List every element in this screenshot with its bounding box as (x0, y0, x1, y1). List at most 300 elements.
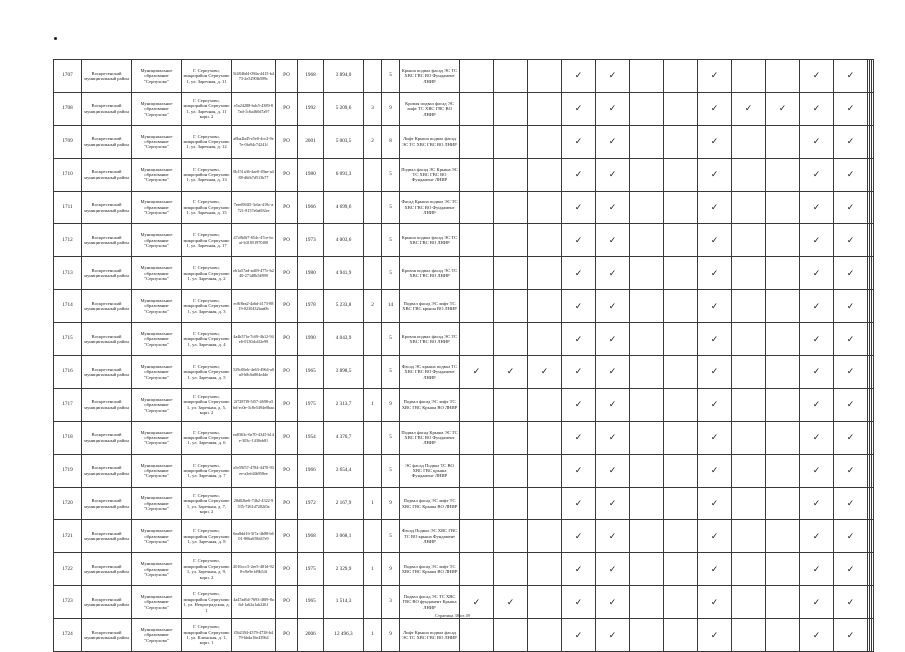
check-mark-icon: ✓ (710, 498, 719, 509)
cell-form: РО (276, 92, 298, 125)
table-row (54, 553, 874, 586)
cell-mark-6 (664, 421, 698, 454)
cell-form: РО (276, 421, 298, 454)
cell-mark-3 (562, 60, 596, 93)
cell-mark-7 (698, 290, 732, 323)
cell-mark-10 (800, 191, 834, 224)
cell-works: Крыша подвал фасад ЭС ТС ХВС ГВС ВО Фундамент ЛНИР (400, 60, 460, 93)
cell-mark-11 (834, 92, 868, 125)
cell-mark-9 (766, 224, 800, 257)
cell-form: РО (276, 553, 298, 586)
check-mark-icon: ✓ (846, 399, 855, 410)
cell-floors: 5 (382, 257, 400, 290)
cell-empty (872, 388, 874, 421)
table-row (54, 60, 874, 93)
cell-area: 12 496,3 (324, 619, 364, 652)
cell-mark-10 (800, 60, 834, 93)
cell-form: РО (276, 323, 298, 356)
cell-mark-11 (834, 388, 868, 421)
cell-address: Г. Серпухово, микрорайон Серпухово 1, ул. Заречная, д. 7, корп. 2 (182, 487, 232, 520)
check-mark-icon: ✓ (812, 432, 821, 443)
cell-empty (872, 60, 874, 93)
check-mark-icon: ✓ (608, 70, 617, 81)
check-mark-icon: ✓ (812, 399, 821, 410)
page-footer: Страница 38 из 49 (435, 613, 470, 618)
cell-address: Г. Серпухово, микрорайон Серпухово 1, ул. Заречная, д. 11 (182, 60, 232, 93)
cell-area: 2 167,9 (324, 487, 364, 520)
cell-empty (872, 158, 874, 191)
cell-mark-8 (732, 520, 766, 553)
check-mark-icon: ✓ (574, 300, 583, 311)
check-mark-icon: ✓ (846, 169, 855, 180)
cell-mark-3 (562, 224, 596, 257)
check-mark-icon: ✓ (812, 563, 821, 574)
cell-settlement: Муниципальное образование "Серпухово" (132, 224, 182, 257)
cell-mark-3 (562, 92, 596, 125)
check-mark-icon: ✓ (608, 432, 617, 443)
cell-n: 1711 (54, 191, 82, 224)
cell-district: Воскресенский муниципальный район (82, 553, 132, 586)
cell-form: РО (276, 60, 298, 93)
cell-form: РО (276, 158, 298, 191)
cell-mark-4 (596, 323, 630, 356)
cell-mark-2 (528, 487, 562, 520)
cell-mark-0 (460, 454, 494, 487)
cell-mark-2 (528, 454, 562, 487)
cell-mark-2 (528, 619, 562, 652)
cell-mark-8 (732, 224, 766, 257)
cell-mark-1 (494, 356, 528, 389)
cell-form: РО (276, 388, 298, 421)
cell-year: 1978 (298, 290, 324, 323)
cell-ent (364, 454, 382, 487)
cell-year: 1972 (298, 487, 324, 520)
check-mark-icon: ✓ (574, 169, 583, 180)
table-row (54, 323, 874, 356)
cell-works: Подвал фасад ЭС лифт ТС ХВС ГВС Крыша ВО ЛНИР (400, 553, 460, 586)
cell-settlement: Муниципальное образование "Серпухово" (132, 60, 182, 93)
cell-empty (872, 290, 874, 323)
cell-floors: 9 (382, 388, 400, 421)
check-mark-icon: ✓ (710, 202, 719, 212)
check-mark-icon: ✓ (812, 629, 821, 640)
cell-mark-1 (494, 257, 528, 290)
cell-mark-0 (460, 224, 494, 257)
cell-mark-11 (834, 421, 868, 454)
cell-ent: 3 (364, 92, 382, 125)
cell-mark-3 (562, 388, 596, 421)
cell-mark-2 (528, 125, 562, 158)
cell-mark-5 (630, 520, 664, 553)
cell-form: РО (276, 487, 298, 520)
table-row (54, 487, 874, 520)
cell-mark-9 (766, 92, 800, 125)
cell-ent (364, 257, 382, 290)
cell-mark-10 (800, 290, 834, 323)
cell-mark-5 (630, 125, 664, 158)
cell-mark-9 (766, 257, 800, 290)
check-mark-icon: ✓ (574, 70, 583, 81)
check-mark-icon: ✓ (574, 366, 583, 377)
cell-area: 2 329,9 (324, 553, 364, 586)
cell-mark-5 (630, 487, 664, 520)
cell-mark-3 (562, 454, 596, 487)
cell-ent: 1 (364, 619, 382, 652)
cell-ent (364, 224, 382, 257)
check-mark-icon: ✓ (540, 366, 549, 377)
table-row (54, 158, 874, 191)
cell-n: 1718 (54, 421, 82, 454)
cell-ent (364, 60, 382, 93)
cell-address: Г. Серпухово, микрорайон Серпухово 1, ул. Заречная, д. 12 (182, 125, 232, 158)
cell-guid: 0b151a36-4ae0-49ae-a488-d6fb7d513b77 (232, 158, 276, 191)
cell-mark-4 (596, 388, 630, 421)
cell-year: 1965 (298, 586, 324, 619)
check-mark-icon: ✓ (506, 366, 515, 377)
check-mark-icon: ✓ (710, 169, 719, 180)
cell-mark-9 (766, 487, 800, 520)
cell-settlement: Муниципальное образование "Серпухово" (132, 323, 182, 356)
cell-mark-10 (800, 158, 834, 191)
cell-address: Г. Серпухово, микрорайон Серпухово 1, ул. Заречная, д. 13 (182, 158, 232, 191)
cell-district: Воскресенский муниципальный район (82, 125, 132, 158)
cell-floors: 9 (382, 92, 400, 125)
cell-floors: 5 (382, 356, 400, 389)
cell-guid: 4a47ad64-7693-48f9-8a6d-1a62a1ab2261 (232, 586, 276, 619)
cell-mark-1 (494, 158, 528, 191)
check-mark-icon: ✓ (812, 70, 821, 81)
cell-empty (872, 125, 874, 158)
check-mark-icon: ✓ (574, 530, 583, 541)
cell-guid: a0ba2bd5-e5e0-4cc2-9e7e-0fa94c74241f (232, 125, 276, 158)
cell-works: Подвал фасад Крыша ЭС ТС ХВС ГВС ВО Фундамент ЛНИР (400, 421, 460, 454)
cell-mark-8 (732, 158, 766, 191)
cell-area: 1 514,3 (324, 586, 364, 619)
check-mark-icon: ✓ (812, 300, 821, 311)
cell-n: 1720 (54, 487, 82, 520)
cell-mark-2 (528, 158, 562, 191)
cell-floors: 5 (382, 454, 400, 487)
cell-mark-2 (528, 290, 562, 323)
cell-n: 1724 (54, 619, 82, 652)
check-mark-icon: ✓ (846, 70, 855, 81)
cell-mark-1 (494, 487, 528, 520)
cell-n: 1719 (54, 454, 82, 487)
cell-mark-1 (494, 125, 528, 158)
cell-mark-11 (834, 454, 868, 487)
cell-mark-8 (732, 553, 766, 586)
table-row (54, 421, 874, 454)
cell-settlement: Муниципальное образование "Серпухово" (132, 158, 182, 191)
cell-works: Кровля подвал фасад ЭС ТС ХВС ГВС ВО ЛНИР (400, 323, 460, 356)
cell-mark-4 (596, 487, 630, 520)
cell-mark-2 (528, 553, 562, 586)
cell-ent: 1 (364, 388, 382, 421)
check-mark-icon: ✓ (812, 530, 821, 541)
cell-year: 1968 (298, 60, 324, 93)
cell-floors: 5 (382, 191, 400, 224)
check-mark-icon: ✓ (812, 333, 821, 344)
cell-works: Лифт Крыша подвал фасад ЭС ТС ХВС ГВС ВО ЛНИР (400, 125, 460, 158)
cell-mark-7 (698, 191, 732, 224)
cell-form: РО (276, 586, 298, 619)
cell-empty (872, 356, 874, 389)
cell-ent (364, 323, 382, 356)
table-row (54, 454, 874, 487)
check-mark-icon: ✓ (574, 563, 583, 574)
cell-mark-3 (562, 619, 596, 652)
cell-mark-4 (596, 356, 630, 389)
check-mark-icon: ✓ (846, 202, 855, 212)
cell-guid: ea8363c-6e70-4345-b14e-303c-1430eb81 (232, 421, 276, 454)
check-mark-icon: ✓ (574, 136, 583, 147)
cell-mark-3 (562, 520, 596, 553)
cell-year: 2006 (298, 619, 324, 652)
check-mark-icon: ✓ (846, 432, 855, 443)
check-mark-icon: ✓ (812, 103, 821, 114)
check-mark-icon: ✓ (812, 136, 821, 147)
cell-mark-10 (800, 421, 834, 454)
cell-area: 4 699,6 (324, 191, 364, 224)
cell-n: 1722 (54, 553, 82, 586)
check-mark-icon: ✓ (608, 629, 617, 640)
check-mark-icon: ✓ (608, 465, 617, 476)
check-mark-icon: ✓ (710, 234, 719, 245)
cell-guid: 2016ccc5-2ee5-481d-928-c8e9e1d9b54f (232, 553, 276, 586)
check-mark-icon: ✓ (710, 333, 719, 344)
cell-mark-5 (630, 388, 664, 421)
cell-guid: 4a4b57fa-7c69-4b12-94e6-0130cb4f2e99 (232, 323, 276, 356)
cell-empty (872, 520, 874, 553)
cell-mark-1 (494, 290, 528, 323)
check-mark-icon: ✓ (574, 103, 583, 114)
cell-mark-8 (732, 92, 766, 125)
cell-mark-6 (664, 520, 698, 553)
cell-mark-10 (800, 454, 834, 487)
cell-mark-11 (834, 60, 868, 93)
cell-mark-7 (698, 520, 732, 553)
cell-empty (872, 454, 874, 487)
cell-settlement: Муниципальное образование "Серпухово" (132, 454, 182, 487)
cell-empty (872, 553, 874, 586)
cell-mark-11 (834, 619, 868, 652)
cell-mark-4 (596, 257, 630, 290)
cell-area: 3 894,0 (324, 60, 364, 93)
check-mark-icon: ✓ (710, 366, 719, 377)
cell-mark-11 (834, 191, 868, 224)
cell-form: РО (276, 191, 298, 224)
cell-mark-3 (562, 290, 596, 323)
cell-mark-3 (562, 257, 596, 290)
cell-mark-4 (596, 92, 630, 125)
cell-mark-5 (630, 257, 664, 290)
cell-address: Г. Серпухово, микрорайон Серпухово 1, ул. Заречная, д. 4 (182, 323, 232, 356)
cell-settlement: Муниципальное образование "Серпухово" (132, 421, 182, 454)
cell-mark-4 (596, 290, 630, 323)
cell-mark-10 (800, 224, 834, 257)
cell-mark-0 (460, 60, 494, 93)
cell-mark-5 (630, 553, 664, 586)
check-mark-icon: ✓ (608, 103, 617, 114)
cell-empty (872, 224, 874, 257)
cell-floors: 5 (382, 323, 400, 356)
cell-district: Воскресенский муниципальный район (82, 323, 132, 356)
cell-mark-9 (766, 520, 800, 553)
table-row (54, 619, 874, 652)
cell-mark-9 (766, 388, 800, 421)
cell-floors: 3 (382, 586, 400, 619)
cell-form: РО (276, 125, 298, 158)
cell-mark-0 (460, 487, 494, 520)
table-row (54, 191, 874, 224)
cell-mark-0 (460, 553, 494, 586)
cell-mark-7 (698, 158, 732, 191)
cell-floors: 9 (382, 487, 400, 520)
table-row (54, 224, 874, 257)
cell-mark-4 (596, 158, 630, 191)
cell-address: Г. Серпухово, микрорайон Серпухово 1, ул. Заречная, д. 7 (182, 454, 232, 487)
cell-works: Крыша подвал фасад ЭС ТС ХВС ГВС ВО ЛНИР (400, 224, 460, 257)
cell-district: Воскресенский муниципальный район (82, 421, 132, 454)
cell-mark-2 (528, 257, 562, 290)
cell-mark-9 (766, 191, 800, 224)
check-mark-icon: ✓ (608, 596, 617, 607)
cell-mark-10 (800, 356, 834, 389)
cell-mark-4 (596, 520, 630, 553)
cell-mark-0 (460, 257, 494, 290)
cell-address: Г. Серпухово, микрорайон Серпухово 1, ул. Клинская, д. 1, корп. 1 (182, 619, 232, 652)
check-mark-icon: ✓ (608, 333, 617, 344)
cell-form: РО (276, 356, 298, 389)
cell-mark-2 (528, 421, 562, 454)
cell-n: 1710 (54, 158, 82, 191)
check-mark-icon: ✓ (710, 629, 719, 640)
cell-mark-8 (732, 388, 766, 421)
cell-mark-5 (630, 323, 664, 356)
cell-mark-4 (596, 60, 630, 93)
cell-mark-2 (528, 92, 562, 125)
check-mark-icon: ✓ (710, 432, 719, 443)
cell-mark-2 (528, 60, 562, 93)
cell-mark-4 (596, 224, 630, 257)
check-mark-icon: ✓ (812, 366, 821, 377)
cell-form: РО (276, 257, 298, 290)
cell-mark-7 (698, 323, 732, 356)
cell-empty (872, 323, 874, 356)
cell-mark-7 (698, 454, 732, 487)
cell-mark-1 (494, 60, 528, 93)
cell-district: Воскресенский муниципальный район (82, 520, 132, 553)
cell-mark-8 (732, 619, 766, 652)
cell-mark-1 (494, 619, 528, 652)
cell-mark-11 (834, 520, 868, 553)
cell-mark-1 (494, 92, 528, 125)
cell-n: 1721 (54, 520, 82, 553)
cell-area: 3 898,5 (324, 356, 364, 389)
cell-area: 2 313,7 (324, 388, 364, 421)
check-mark-icon: ✓ (574, 629, 583, 640)
cell-mark-0 (460, 323, 494, 356)
cell-mark-4 (596, 191, 630, 224)
cell-mark-10 (800, 388, 834, 421)
cell-mark-8 (732, 191, 766, 224)
cell-mark-1 (494, 191, 528, 224)
check-mark-icon: ✓ (574, 333, 583, 344)
cell-mark-11 (834, 257, 868, 290)
check-mark-icon: ✓ (846, 629, 855, 640)
cell-settlement: Муниципальное образование "Серпухово" (132, 586, 182, 619)
cell-settlement: Муниципальное образование "Серпухово" (132, 125, 182, 158)
cell-district: Воскресенский муниципальный район (82, 487, 132, 520)
cell-district: Воскресенский муниципальный район (82, 224, 132, 257)
check-mark-icon: ✓ (608, 136, 617, 147)
cell-guid: 529c00eb-4e63-4964-a0a0-b8c6a804e4de (232, 356, 276, 389)
cell-mark-11 (834, 323, 868, 356)
cell-mark-5 (630, 421, 664, 454)
cell-ent: 1 (364, 487, 382, 520)
cell-address: Г. Серпухово, микрорайон Серпухово 1, ул. Заречная, д. 15 (182, 191, 232, 224)
cell-mark-10 (800, 553, 834, 586)
cell-mark-2 (528, 388, 562, 421)
cell-works: Лифт Крыша подвал фасад ЭС ТС ХВС ГВС ВО ЛНИР (400, 619, 460, 652)
cell-mark-4 (596, 454, 630, 487)
cell-mark-6 (664, 92, 698, 125)
cell-guid: eb1a57ad-ad49-477e-b240-271d8b54899 (232, 257, 276, 290)
cell-floors: 5 (382, 158, 400, 191)
cell-mark-6 (664, 125, 698, 158)
cell-mark-0 (460, 191, 494, 224)
cell-guid: a5e59f57-4784-4470-93ee-a3efd4b958ee (232, 454, 276, 487)
cell-year: 1992 (298, 92, 324, 125)
cell-district: Воскресенский муниципальный район (82, 257, 132, 290)
cell-empty (872, 191, 874, 224)
cell-mark-8 (732, 323, 766, 356)
check-mark-icon: ✓ (472, 366, 481, 377)
check-mark-icon: ✓ (812, 267, 821, 278)
table-row (54, 125, 874, 158)
cell-mark-7 (698, 356, 732, 389)
cell-guid: 7eee884f5-3c6a-419c-a721-8157e6a692ee (232, 191, 276, 224)
cell-district: Воскресенский муниципальный район (82, 356, 132, 389)
cell-district: Воскресенский муниципальный район (82, 60, 132, 93)
table-row (54, 520, 874, 553)
cell-mark-2 (528, 224, 562, 257)
check-mark-icon: ✓ (608, 169, 617, 180)
cell-mark-10 (800, 257, 834, 290)
cell-area: 5 209,6 (324, 92, 364, 125)
cell-mark-7 (698, 553, 732, 586)
check-mark-icon: ✓ (710, 136, 719, 147)
cell-mark-9 (766, 454, 800, 487)
cell-area: 4 370,7 (324, 421, 364, 454)
cell-mark-10 (800, 125, 834, 158)
cell-guid: 5f4846d4-094a-4415-b473-2e5290fb589c (232, 60, 276, 93)
cell-mark-0 (460, 356, 494, 389)
cell-settlement: Муниципальное образование "Серпухово" (132, 388, 182, 421)
cell-address: Г. Серпухово, микрорайон Серпухово 1, ул. Заречная, д. 6 (182, 421, 232, 454)
cell-district: Воскресенский муниципальный район (82, 158, 132, 191)
cell-mark-9 (766, 290, 800, 323)
cell-mark-5 (630, 619, 664, 652)
cell-mark-11 (834, 553, 868, 586)
cell-mark-0 (460, 290, 494, 323)
cell-mark-3 (562, 191, 596, 224)
cell-mark-4 (596, 619, 630, 652)
cell-mark-6 (664, 158, 698, 191)
table-row (54, 290, 874, 323)
cell-mark-1 (494, 224, 528, 257)
cell-year: 1975 (298, 553, 324, 586)
